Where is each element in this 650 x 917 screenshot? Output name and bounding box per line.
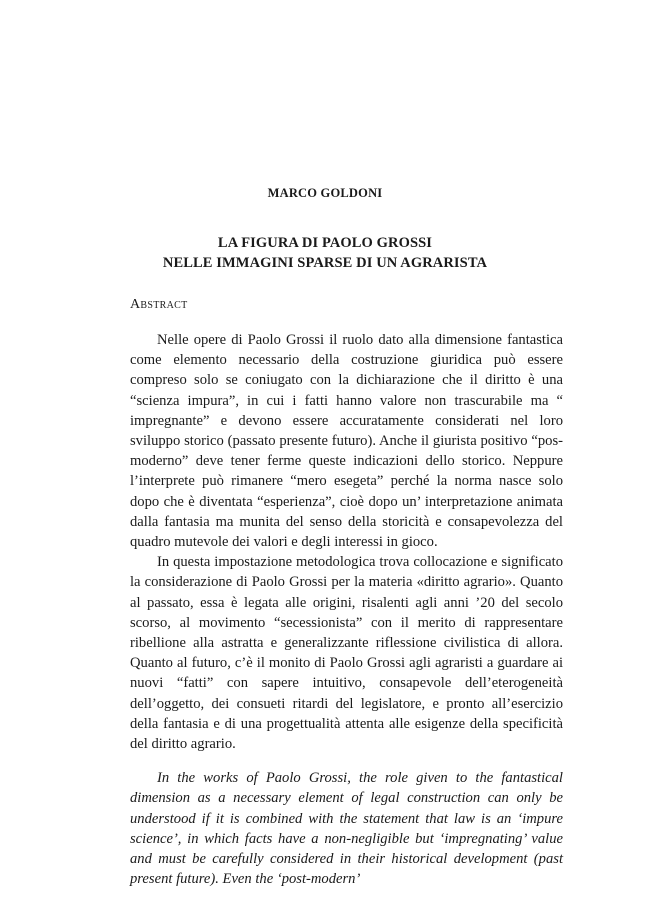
- article-title: [0, 233, 650, 273]
- author-name: MARCO GOLDONI: [267, 186, 383, 200]
- abstract-heading: Abstract: [130, 297, 188, 312]
- title-line-1: LA FIGURA DI PAOLO GROSSI: [217, 235, 433, 251]
- abstract-paragraph-italian-1: Nelle opere di Paolo Grossi il ruolo dato alla dimensione fantastica come elemento necessario della costruzione giuridica può essere compreso solo se coniugato con la dichiarazione che il diritto è una “scienza impura”, in cui i fatti hanno valore non trascurabile ma “ impregnante” e devono essere accuratamente considerati nel loro sviluppo storico (passato presente futuro). Anche il giurista positivo “pos-moderno” deve tener ferme queste indicazioni dello storico. Neppure l’interprete può rimanere “mero esegeta” perché la norma nasce solo dopo che è diventata “esperienza”, cioè dopo un’ interpretazione animata dalla fantasia ma munita del senso della storicità e consapevolezza del quadro mutevole dei valori e degli interessi in gioco.: [130, 332, 563, 551]
- abstract-paragraph-english: In the works of Paolo Grossi, the role given to the fantastical dimension as a necessary element of legal construction can only be understood if it is combined with the statement that law is an ‘impure science’, in which facts have a non-negligible but ‘impregnating’ value and must be carefully considered in their historical development (past present future). Even the ‘post-modern’: [130, 770, 563, 888]
- abstract-body: [130, 330, 563, 889]
- title-line-2: NELLE IMMAGINI SPARSE DI UN AGRARISTA: [162, 255, 488, 271]
- abstract-paragraph-italian-2: In questa impostazione metodologica trova collocazione e significato la considerazione di Paolo Grossi per la materia «diritto agrario». Quanto al passato, essa è legata alle origini, risalenti agli anni ’20 del secolo scorso, al movimento “secessionista” con il merito di rappresentare ribellione alla astratta e generalizzante riflessione civilistica di allora. Quanto al futuro, c’è il monito di Paolo Grossi agli agraristi a guardare ai nuovi “fatti” con sapere intuitivo, consapevole dell’eterogeneità dell’oggetto, dei consueti ritardi del legislatore, e pronto all’esercizio della fantasia e di una progettualità attenta alle esigenze della specificità del diritto agrario.: [130, 554, 563, 753]
